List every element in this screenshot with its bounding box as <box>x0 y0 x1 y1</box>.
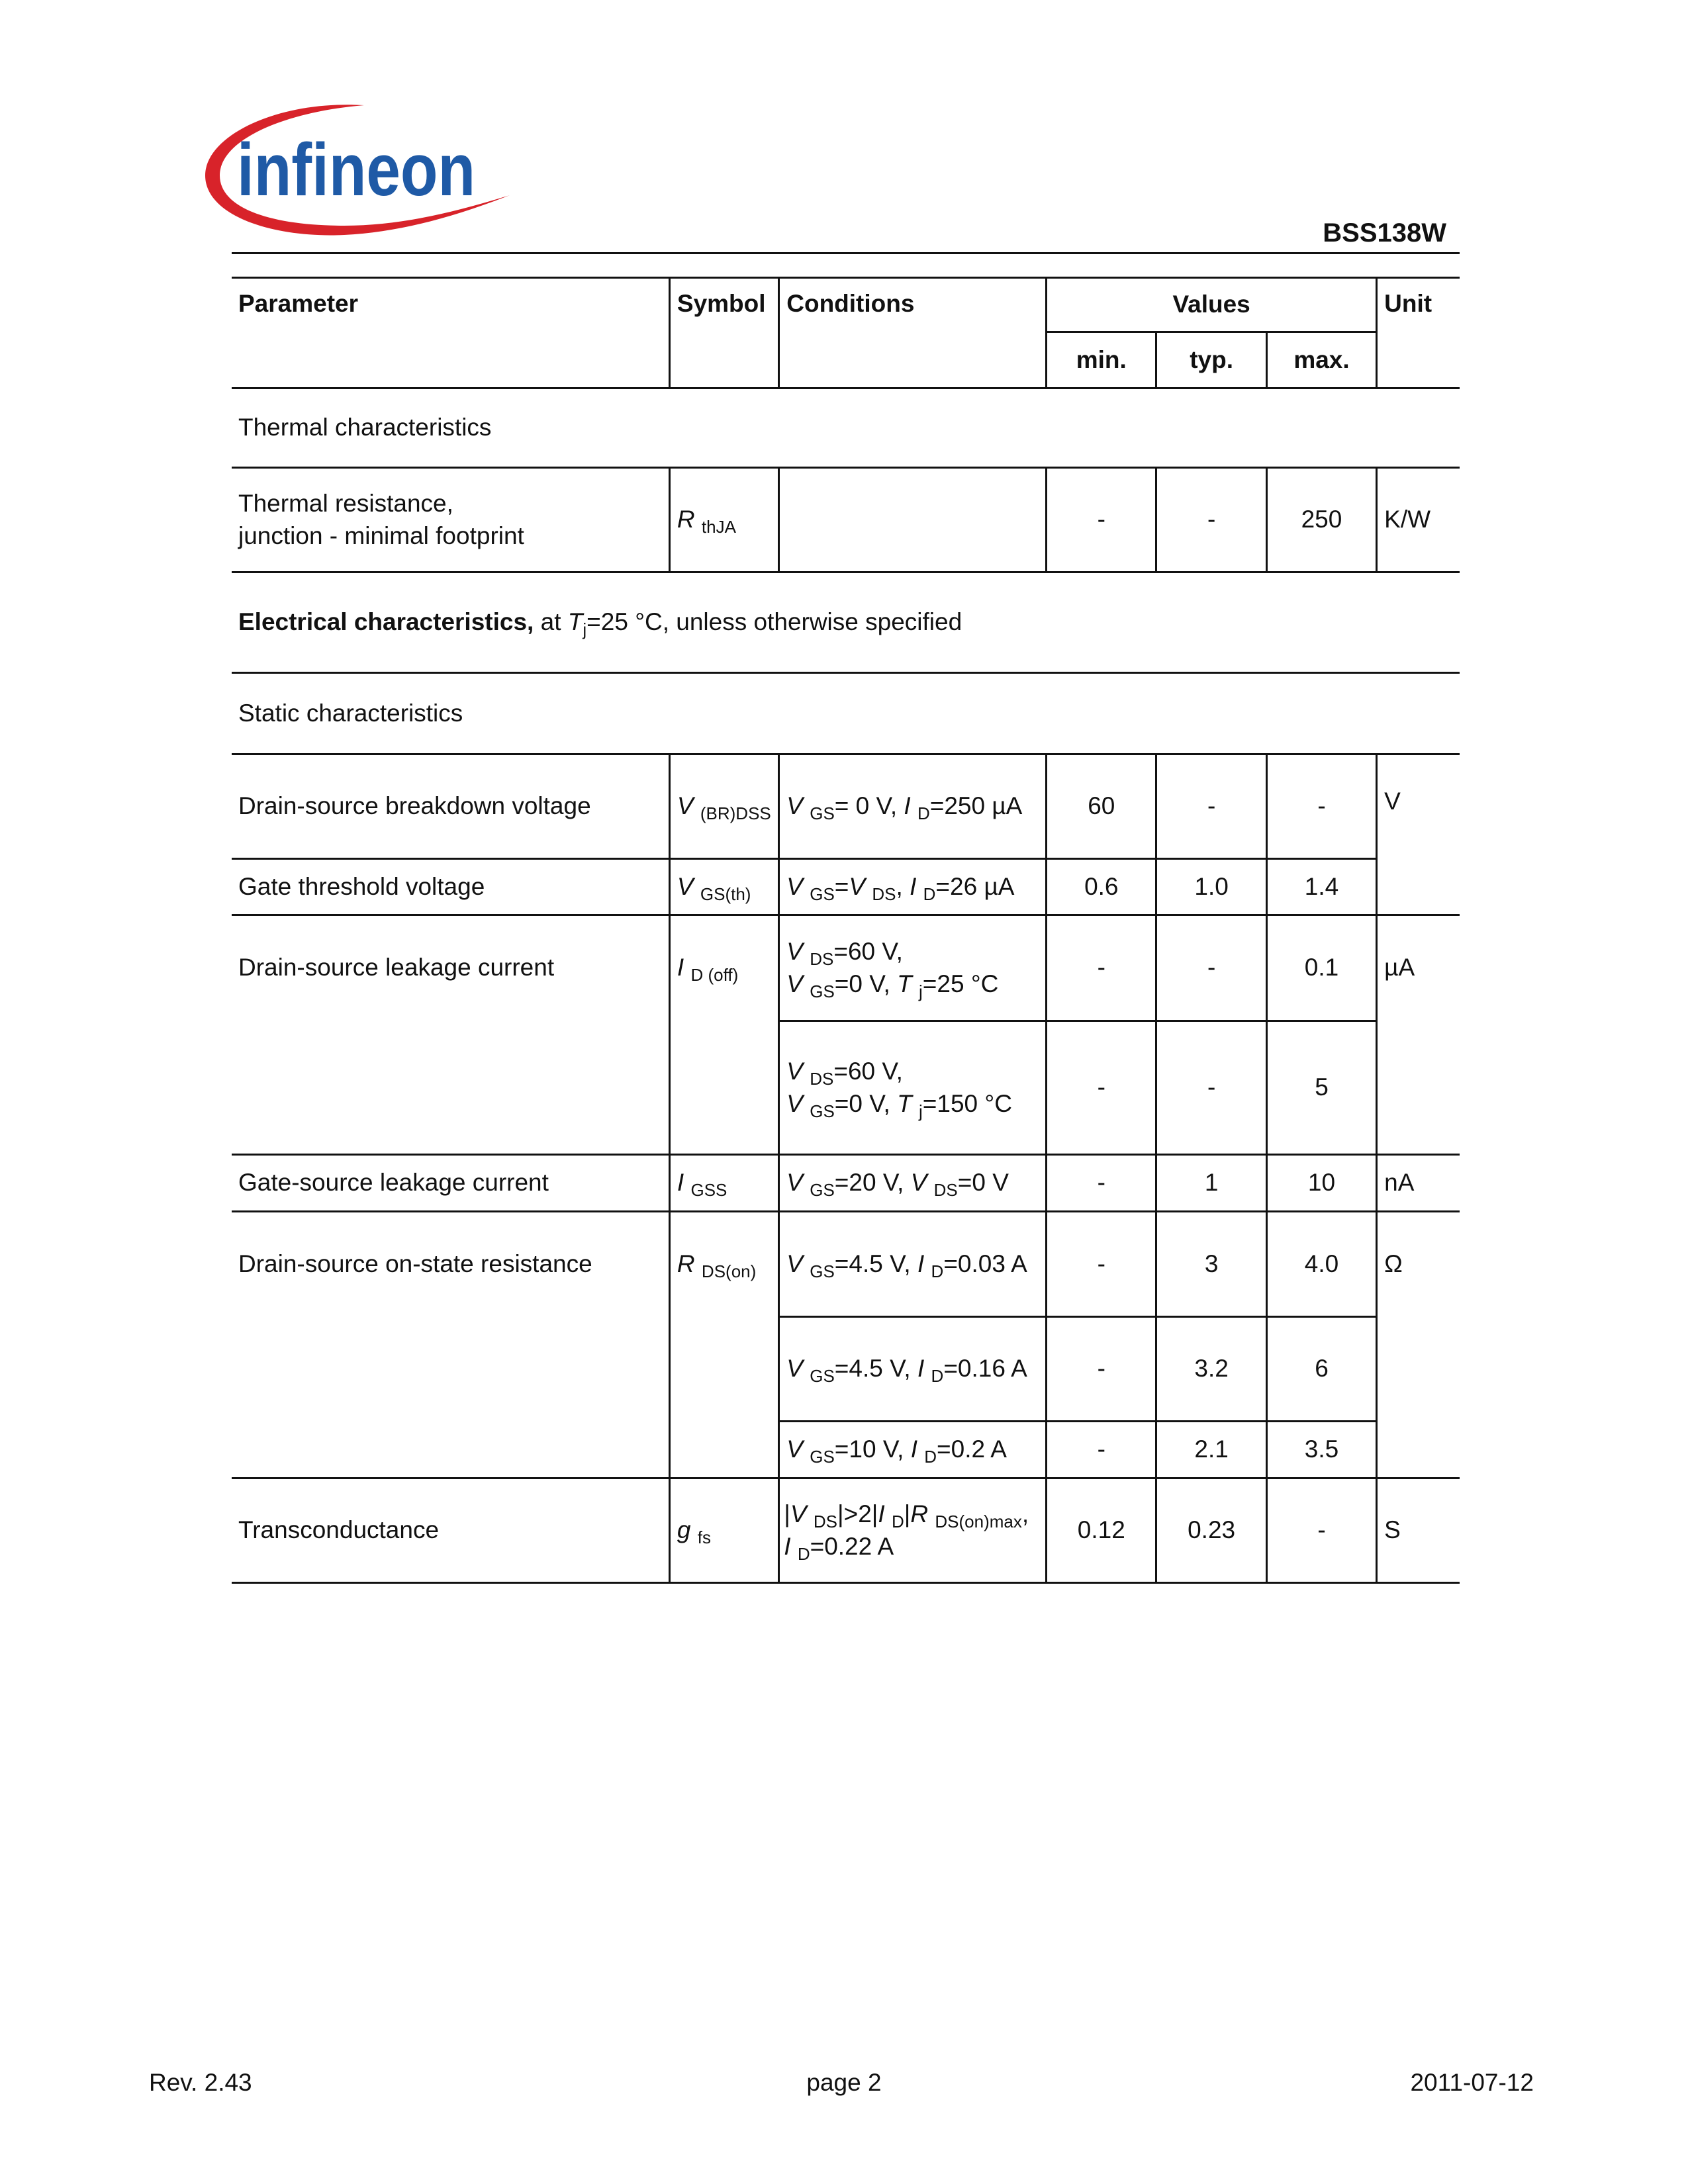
section-title-static: Static characteristics <box>232 673 1460 754</box>
table-row-threshold <box>232 859 1460 915</box>
value-typ: 1 <box>1156 1155 1266 1212</box>
value-min: - <box>1047 1422 1156 1479</box>
section-title-electrical: Electrical characteristics, at $T_j=25$ °C, unless otherwise specified <box>232 572 1460 673</box>
param-threshold: Gate threshold voltage <box>232 859 669 915</box>
header-rule <box>232 252 1460 254</box>
part-number: BSS138W <box>1323 218 1446 248</box>
unit: K/W <box>1377 468 1460 572</box>
section-static <box>232 673 1460 754</box>
param-line-2: junction - minimal footprint <box>238 522 524 549</box>
value-max: 6 <box>1266 1317 1376 1422</box>
footer-page-number: page 2 <box>806 2069 882 2096</box>
table-row-gate-leakage <box>232 1155 1460 1212</box>
conditions-threshold: V $_{GS}$=V $_{DS}$, I $_D$=26 µA <box>779 859 1047 915</box>
value-min: 0.6 <box>1047 859 1156 915</box>
col-header-max: max. <box>1266 332 1376 388</box>
value-typ: - <box>1156 915 1266 1021</box>
unit-ua: µA <box>1377 915 1460 1155</box>
value-typ: - <box>1156 468 1266 572</box>
param-gate-leakage: Gate-source leakage current <box>232 1155 669 1212</box>
param-line-1: Thermal resistance, <box>238 490 453 518</box>
col-header-conditions: Conditions <box>779 278 1047 388</box>
conditions-transconductance: |V $_{DS}$|>2|I $_D$|R $_{DS(on)max}$, I $_D$=0.22 A <box>779 1479 1047 1583</box>
value-max: 1.4 <box>1266 859 1376 915</box>
param-rdson: Drain-source on-state resistance <box>232 1212 669 1479</box>
value-typ: 3.2 <box>1156 1317 1266 1422</box>
value-max: 10 <box>1266 1155 1376 1212</box>
value-max: 5 <box>1266 1021 1376 1155</box>
table-row-breakdown <box>232 754 1460 859</box>
conditions-rdson-3: V $_{GS}$=10 V, I $_D$=0.2 A <box>779 1422 1047 1479</box>
col-header-symbol: Symbol <box>669 278 778 388</box>
section-electrical <box>232 572 1460 673</box>
param-thermal-resistance <box>232 468 669 572</box>
symbol-gfs: g $_{fs}$ <box>669 1479 778 1583</box>
symbol-vbrdss: V $_{(BR)DSS}$ <box>669 754 778 859</box>
value-typ: 1.0 <box>1156 859 1266 915</box>
value-typ: 2.1 <box>1156 1422 1266 1479</box>
value-typ: 0.23 <box>1156 1479 1266 1583</box>
symbol-igss: I $_{GSS}$ <box>669 1155 778 1212</box>
characteristics-table <box>232 277 1460 1584</box>
param-transconductance: Transconductance <box>232 1479 669 1583</box>
conditions-rdson-1: V $_{GS}$=4.5 V, I $_D$=0.03 A <box>779 1212 1047 1317</box>
conditions-gate-leakage: V $_{GS}$=20 V, V $_{DS}$=0 V <box>779 1155 1047 1212</box>
footer-revision: Rev. 2.43 <box>149 2069 252 2096</box>
value-min: - <box>1047 1317 1156 1422</box>
value-max: 3.5 <box>1266 1422 1376 1479</box>
table-header-row <box>232 278 1460 332</box>
value-typ: 3 <box>1156 1212 1266 1317</box>
value-max: 250 <box>1266 468 1376 572</box>
unit-s: S <box>1377 1479 1460 1583</box>
symbol-idoff: I $_{D (off)}$ <box>669 915 778 1155</box>
section-thermal <box>232 388 1460 468</box>
value-typ: - <box>1156 1021 1266 1155</box>
col-header-typ: typ. <box>1156 332 1266 388</box>
unit-na: nA <box>1377 1155 1460 1212</box>
col-header-min: min. <box>1047 332 1156 388</box>
section-title-thermal: Thermal characteristics <box>232 388 1460 468</box>
symbol-rdson: R $_{DS(on)}$ <box>669 1212 778 1479</box>
value-min: 0.12 <box>1047 1479 1156 1583</box>
footer-date: 2011-07-12 <box>1410 2069 1534 2096</box>
table-row-thermal-resistance <box>232 468 1460 572</box>
value-max: 4.0 <box>1266 1212 1376 1317</box>
value-typ: - <box>1156 754 1266 859</box>
conditions-rdson-2: V $_{GS}$=4.5 V, I $_D$=0.16 A <box>779 1317 1047 1422</box>
conditions-leakage-150c: V $_{DS}$=60 V, V $_{GS}$=0 V, T $_j$=150 °C <box>779 1021 1047 1155</box>
value-min: 60 <box>1047 754 1156 859</box>
col-header-parameter: Parameter <box>232 278 669 388</box>
value-max: 0.1 <box>1266 915 1376 1021</box>
unit-ohm: Ω <box>1377 1212 1460 1479</box>
param-leakage: Drain-source leakage current <box>232 915 669 1155</box>
infineon-logo <box>199 96 516 255</box>
logo-graphic <box>199 96 516 255</box>
col-header-unit: Unit <box>1377 278 1460 388</box>
value-min: - <box>1047 915 1156 1021</box>
conditions-empty <box>779 468 1047 572</box>
table-row-leakage-1 <box>232 915 1460 1021</box>
symbol-vgsth: V $_{GS(th)}$ <box>669 859 778 915</box>
value-max: - <box>1266 754 1376 859</box>
value-min: - <box>1047 468 1156 572</box>
symbol-rthja: R $_{thJA}$ <box>669 468 778 572</box>
col-header-values: Values <box>1047 278 1377 332</box>
value-min: - <box>1047 1021 1156 1155</box>
conditions-breakdown: V $_{GS}$= 0 V, I $_D$=250 µA <box>779 754 1047 859</box>
unit-v: V <box>1377 754 1460 915</box>
param-breakdown: Drain-source breakdown voltage <box>232 754 669 859</box>
value-max: - <box>1266 1479 1376 1583</box>
value-min: - <box>1047 1155 1156 1212</box>
value-min: - <box>1047 1212 1156 1317</box>
logo-wordmark: infineon <box>237 128 475 211</box>
conditions-leakage-25c: V $_{DS}$=60 V, V $_{GS}$=0 V, T $_j$=25 °C <box>779 915 1047 1021</box>
table-row-transconductance <box>232 1479 1460 1583</box>
table-row-rdson-1 <box>232 1212 1460 1317</box>
